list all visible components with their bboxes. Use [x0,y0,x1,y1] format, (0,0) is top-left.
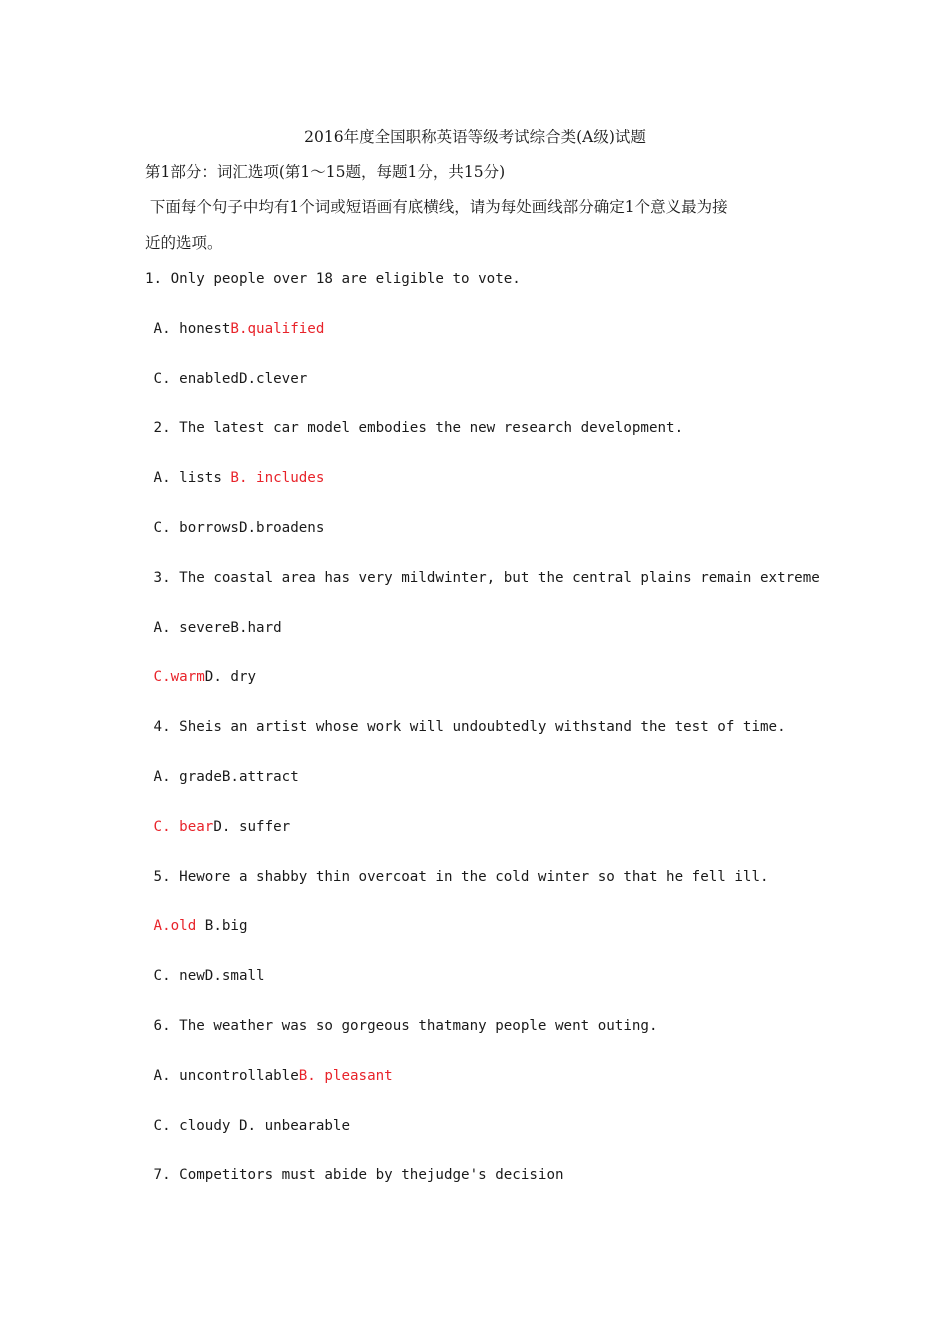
option-text: D. dry [204,669,257,685]
option-text: D. suffer [213,819,291,835]
option-line [145,319,324,339]
option-line [145,767,299,787]
question-stem: 5. Hewore a shabby thin overcoat in the cold winter so that he fell ill. [145,869,769,885]
option-line [145,618,282,638]
option-line [145,667,256,687]
correct-answer: B.qualified [230,321,325,337]
option-text: C. borrowsD.broadens [145,520,325,536]
option-line [145,817,290,837]
instructions-line-2: 近的选项。 [145,234,223,252]
option-line [145,369,307,389]
option-text: A. gradeB.attract [145,769,299,785]
option-text: A. honest [145,321,231,337]
option-text: A. uncontrollable [145,1068,299,1084]
question-stem: 6. The weather was so gorgeous thatmany people went outing. [145,1018,658,1034]
correct-answer: A.old [145,918,197,934]
option-text: C. enabledD.clever [145,371,308,387]
question-stem: 2. The latest car model embodies the new research development. [145,420,684,436]
option-text: A. severeB.hard [145,620,282,636]
instructions-line-1: 下面每个句子中均有1个词或短语画有底横线，请为每处画线部分确定1个意义最为接 [145,198,728,216]
option-text: A. lists [145,470,231,486]
correct-answer: C. bear [145,819,214,835]
correct-answer: B. pleasant [298,1068,393,1084]
option-text: C. newD.small [145,968,265,984]
question-stem: 1. Only people over 18 are eligible to vote. [145,271,521,287]
question-stem: 7. Competitors must abide by thejudge's decision [145,1167,564,1183]
correct-answer: B. includes [230,470,325,486]
option-line [145,468,324,488]
option-line [145,966,265,986]
document-title: 2016年度全国职称英语等级考试综合类(A级)试题 [304,128,646,146]
option-text: B.big [196,918,248,934]
question-stem: 3. The coastal area has very mildwinter, but the central plains remain extreme [145,570,820,586]
correct-answer: C.warm [145,669,205,685]
option-line [145,518,324,538]
option-text: C. cloudy D. unbearable [145,1118,350,1134]
option-line [145,916,248,936]
section-heading: 第1部分：词汇选项(第1～15题，每题1分，共15分) [145,163,506,181]
option-line [145,1066,393,1086]
option-line [145,1116,350,1136]
question-stem: 4. Sheis an artist whose work will undoubtedly withstand the test of time. [145,719,786,735]
